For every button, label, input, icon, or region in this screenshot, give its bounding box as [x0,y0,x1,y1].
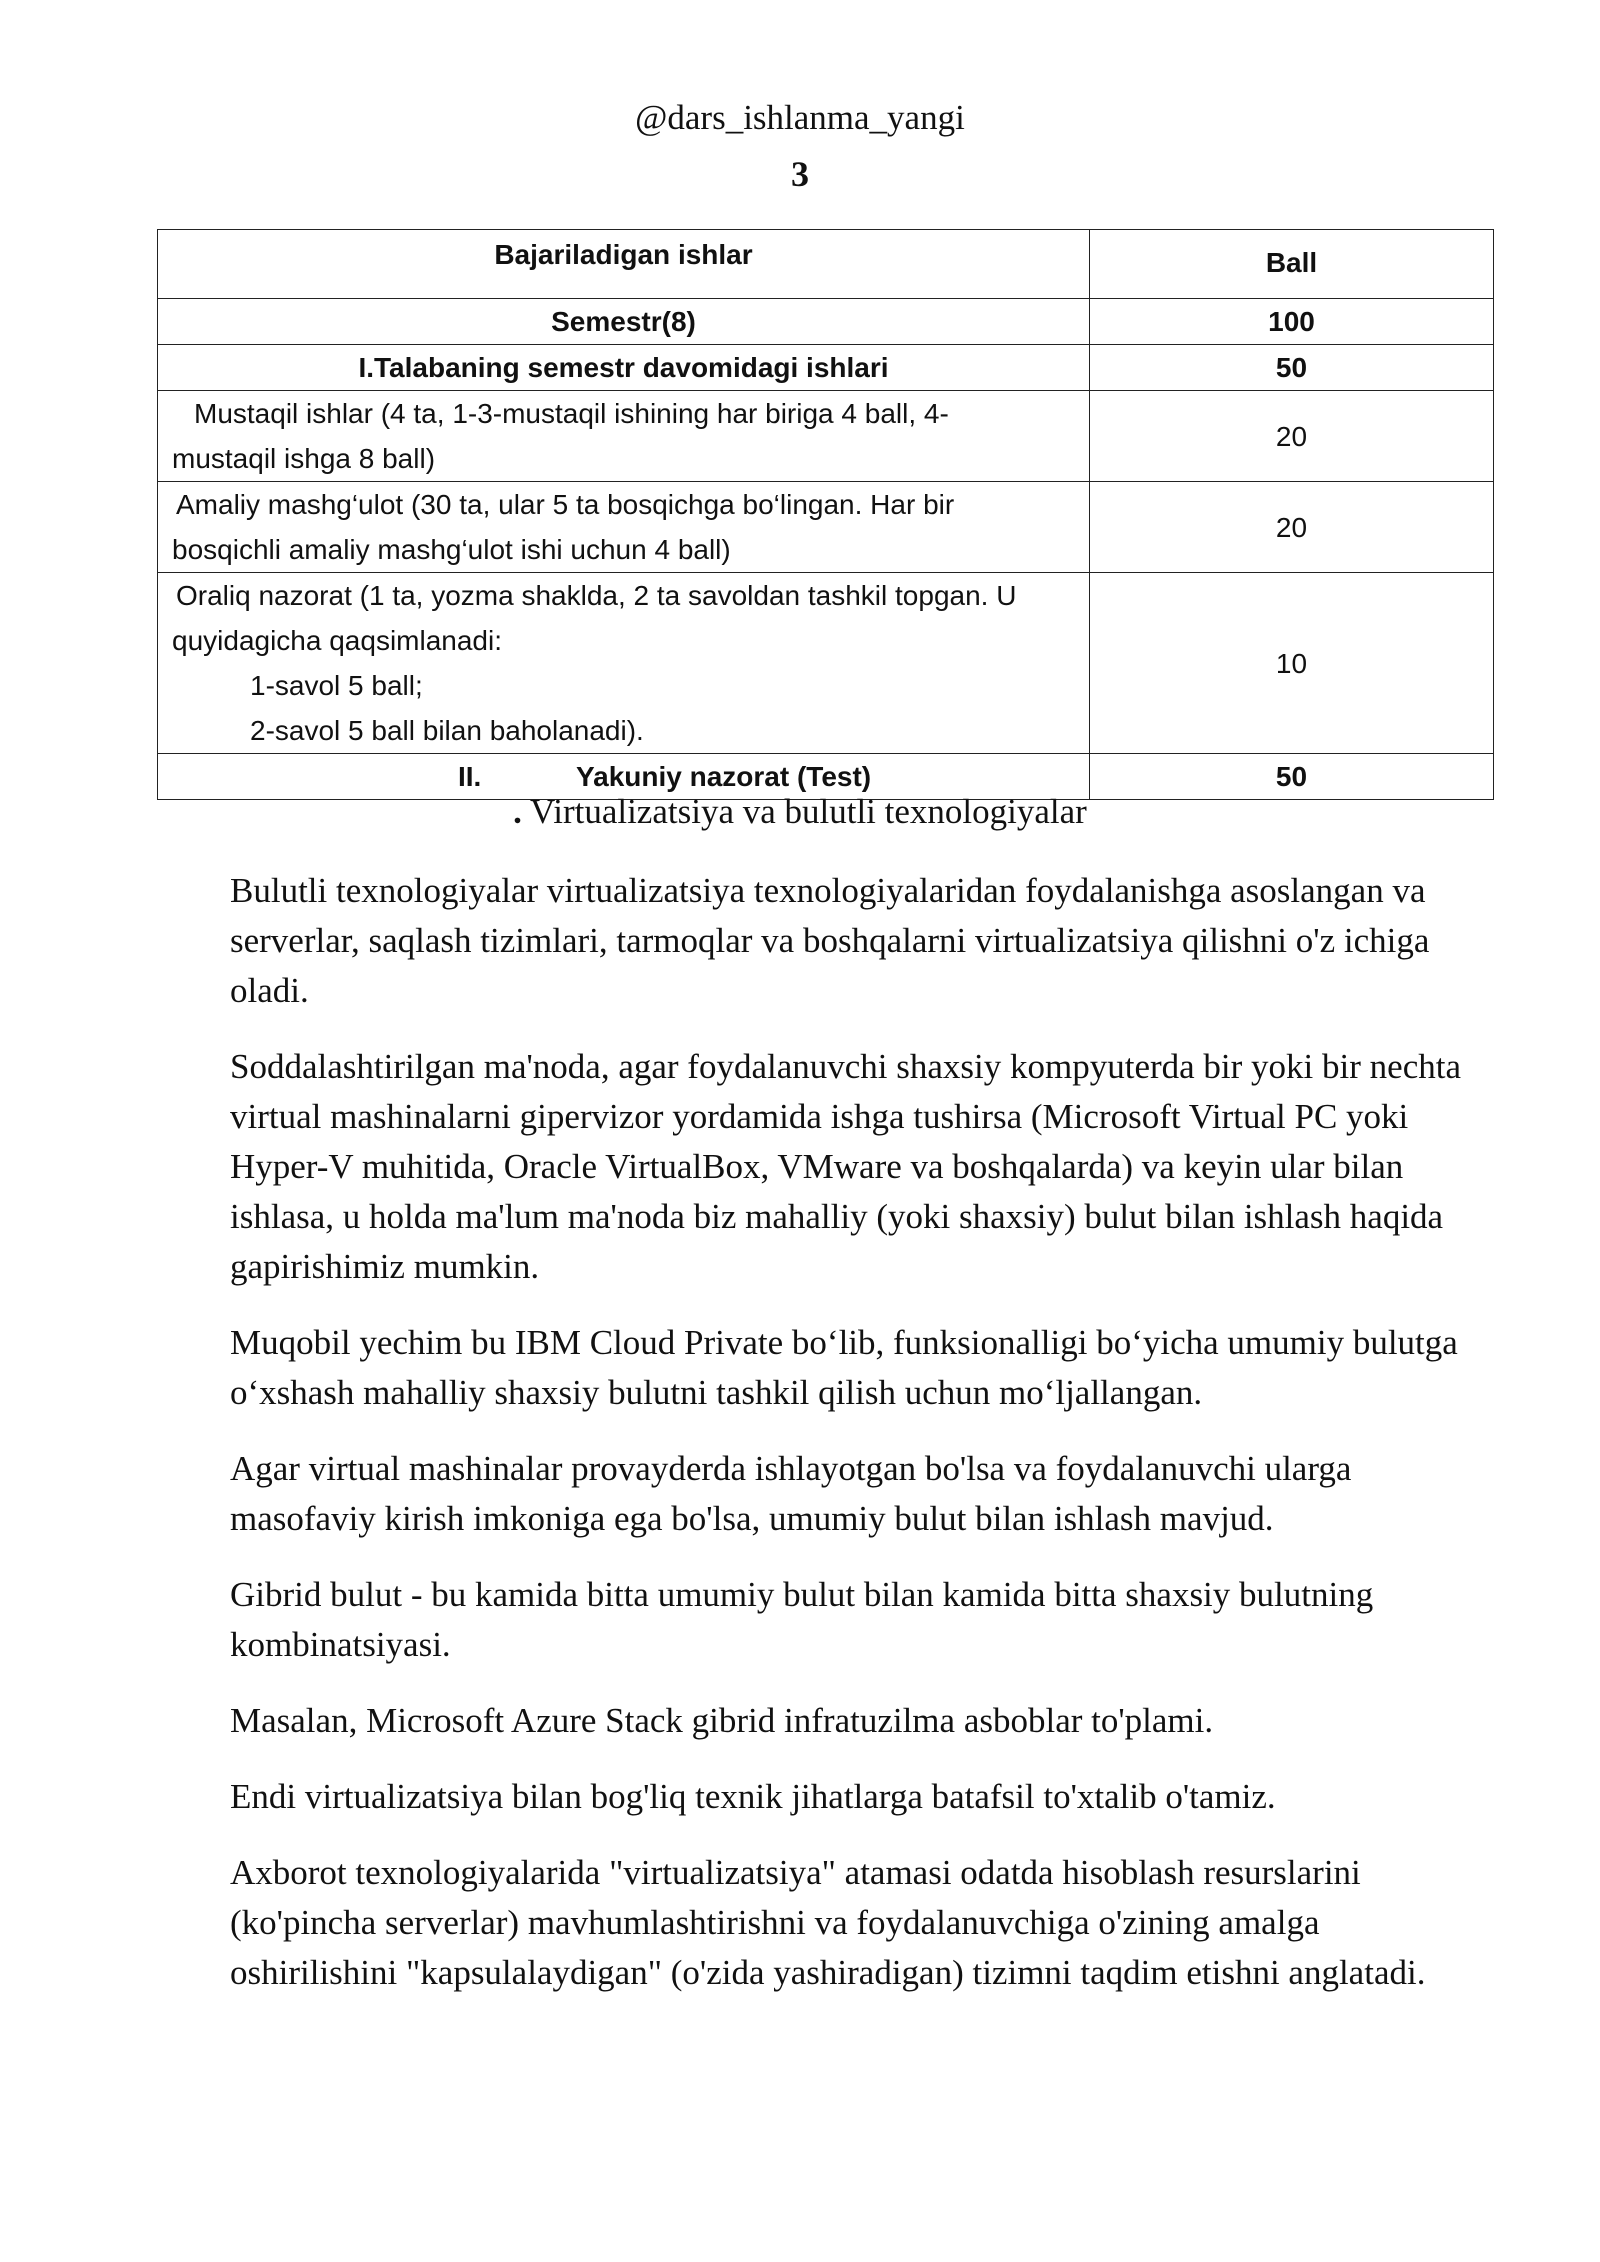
section-title-text: Virtualizatsiya va bulutli texnologiyalar [530,792,1087,831]
table-row [158,345,1494,391]
section2-score: 50 [1090,754,1494,800]
table-row [158,391,1494,482]
table-header-row [158,230,1494,299]
paragraph: Axborot texnologiyalarida "virtualizatsiya" atamasi odatda hisoblash resurslarini (ko'pincha serverlar) mavhumlashtirishni va foydalanuvchiga o'zining amalga oshirilishini "kapsulalaydigan" (o'zida yashiradigan) tizimni taqdim etishni anglatadi. [230,1853,1426,1992]
independent-work-description [158,391,1090,482]
paragraph: Soddalashtirilgan ma'noda, agar foydalanuvchi shaxsiy kompyuterda bir yoki bir nechta virtual mashinalarni gipervizor yordamida ishga tushirsa (Microsoft Virtual PC yoki Hyper-V muhitida, Oracle VirtualBox, VMware va boshqalarda) va keyin ular bilan ishlasa, u holda ma'lum ma'noda biz mahalliy (yoki shaxsiy) bulut bilan ishlash haqida gapirishimiz mumkin. [230,1047,1461,1286]
section-title [0,790,1600,834]
section2-roman: II. [458,761,482,792]
section1-label: I.Talabaning semestr davomidagi ishlari [158,345,1090,391]
paragraph: Bulutli texnologiyalar virtualizatsiya texnologiyalaridan foydalanishga asoslangan va serverlar, saqlash tizimlari, tarmoqlar va boshqalarni virtualizatsiya qilishni o'z ichiga oladi. [230,871,1430,1010]
grading-table [157,229,1494,800]
semester-score: 100 [1090,299,1494,345]
table-row [158,299,1494,345]
body-text [230,866,1490,2024]
page-number: 3 [791,154,809,194]
practical-line2: bosqichli amaliy mashg‘ulot ishi uchun 4 ball) [172,534,731,565]
practical-line1: Amaliy mashg‘ulot (30 ta, ular 5 ta bosqichga bo‘lingan. Har bir [176,489,955,520]
section-title-dot: . [513,792,522,831]
independent-work-line1: Mustaqil ishlar (4 ta, 1-3-mustaqil ishining har biriga 4 ball, 4- [194,398,949,429]
practical-description [158,482,1090,573]
paragraph: Muqobil yechim bu IBM Cloud Private bo‘lib, funksionalligi bo‘yicha umumiy bulutga o‘xshash mahalliy shaxsiy bulutni tashkil qilish uchun mo‘ljallangan. [230,1323,1458,1412]
midterm-line2: quyidagicha qaqsimlanadi: [172,625,502,656]
midterm-line3: 1-savol 5 ball; [250,670,423,701]
independent-work-line2: mustaqil ishga 8 ball) [172,443,436,474]
semester-label: Semestr(8) [158,299,1090,345]
midterm-line1: Oraliq nazorat (1 ta, yozma shaklda, 2 ta savoldan tashkil topgan. U [176,580,1017,611]
independent-work-score: 20 [1090,391,1494,482]
midterm-score: 10 [1090,573,1494,754]
channel-handle: @dars_ishlanma_yangi [635,98,965,137]
midterm-line4: 2-savol 5 ball bilan baholanadi). [250,715,644,746]
paragraph: Gibrid bulut - bu kamida bitta umumiy bulut bilan kamida bitta shaxsiy bulutning kombinatsiyasi. [230,1575,1374,1664]
section1-score: 50 [1090,345,1494,391]
paragraph: Masalan, Microsoft Azure Stack gibrid infratuzilma asboblar to'plami. [230,1701,1214,1740]
score-column-header: Ball [1090,230,1494,299]
task-column-header: Bajariladigan ishlar [158,230,1090,299]
table-row [158,573,1494,754]
practical-score: 20 [1090,482,1494,573]
table-row [158,482,1494,573]
paragraph: Agar virtual mashinalar provayderda ishlayotgan bo'lsa va foydalanuvchi ularga masofaviy kirish imkoniga ega bo'lsa, umumiy bulut bilan ishlash mavjud. [230,1449,1352,1538]
paragraph: Endi virtualizatsiya bilan bog'liq texnik jihatlarga batafsil to'xtalib o'tamiz. [230,1777,1276,1816]
section2-task: Yakuniy nazorat (Test) [576,761,872,792]
midterm-description [158,573,1090,754]
